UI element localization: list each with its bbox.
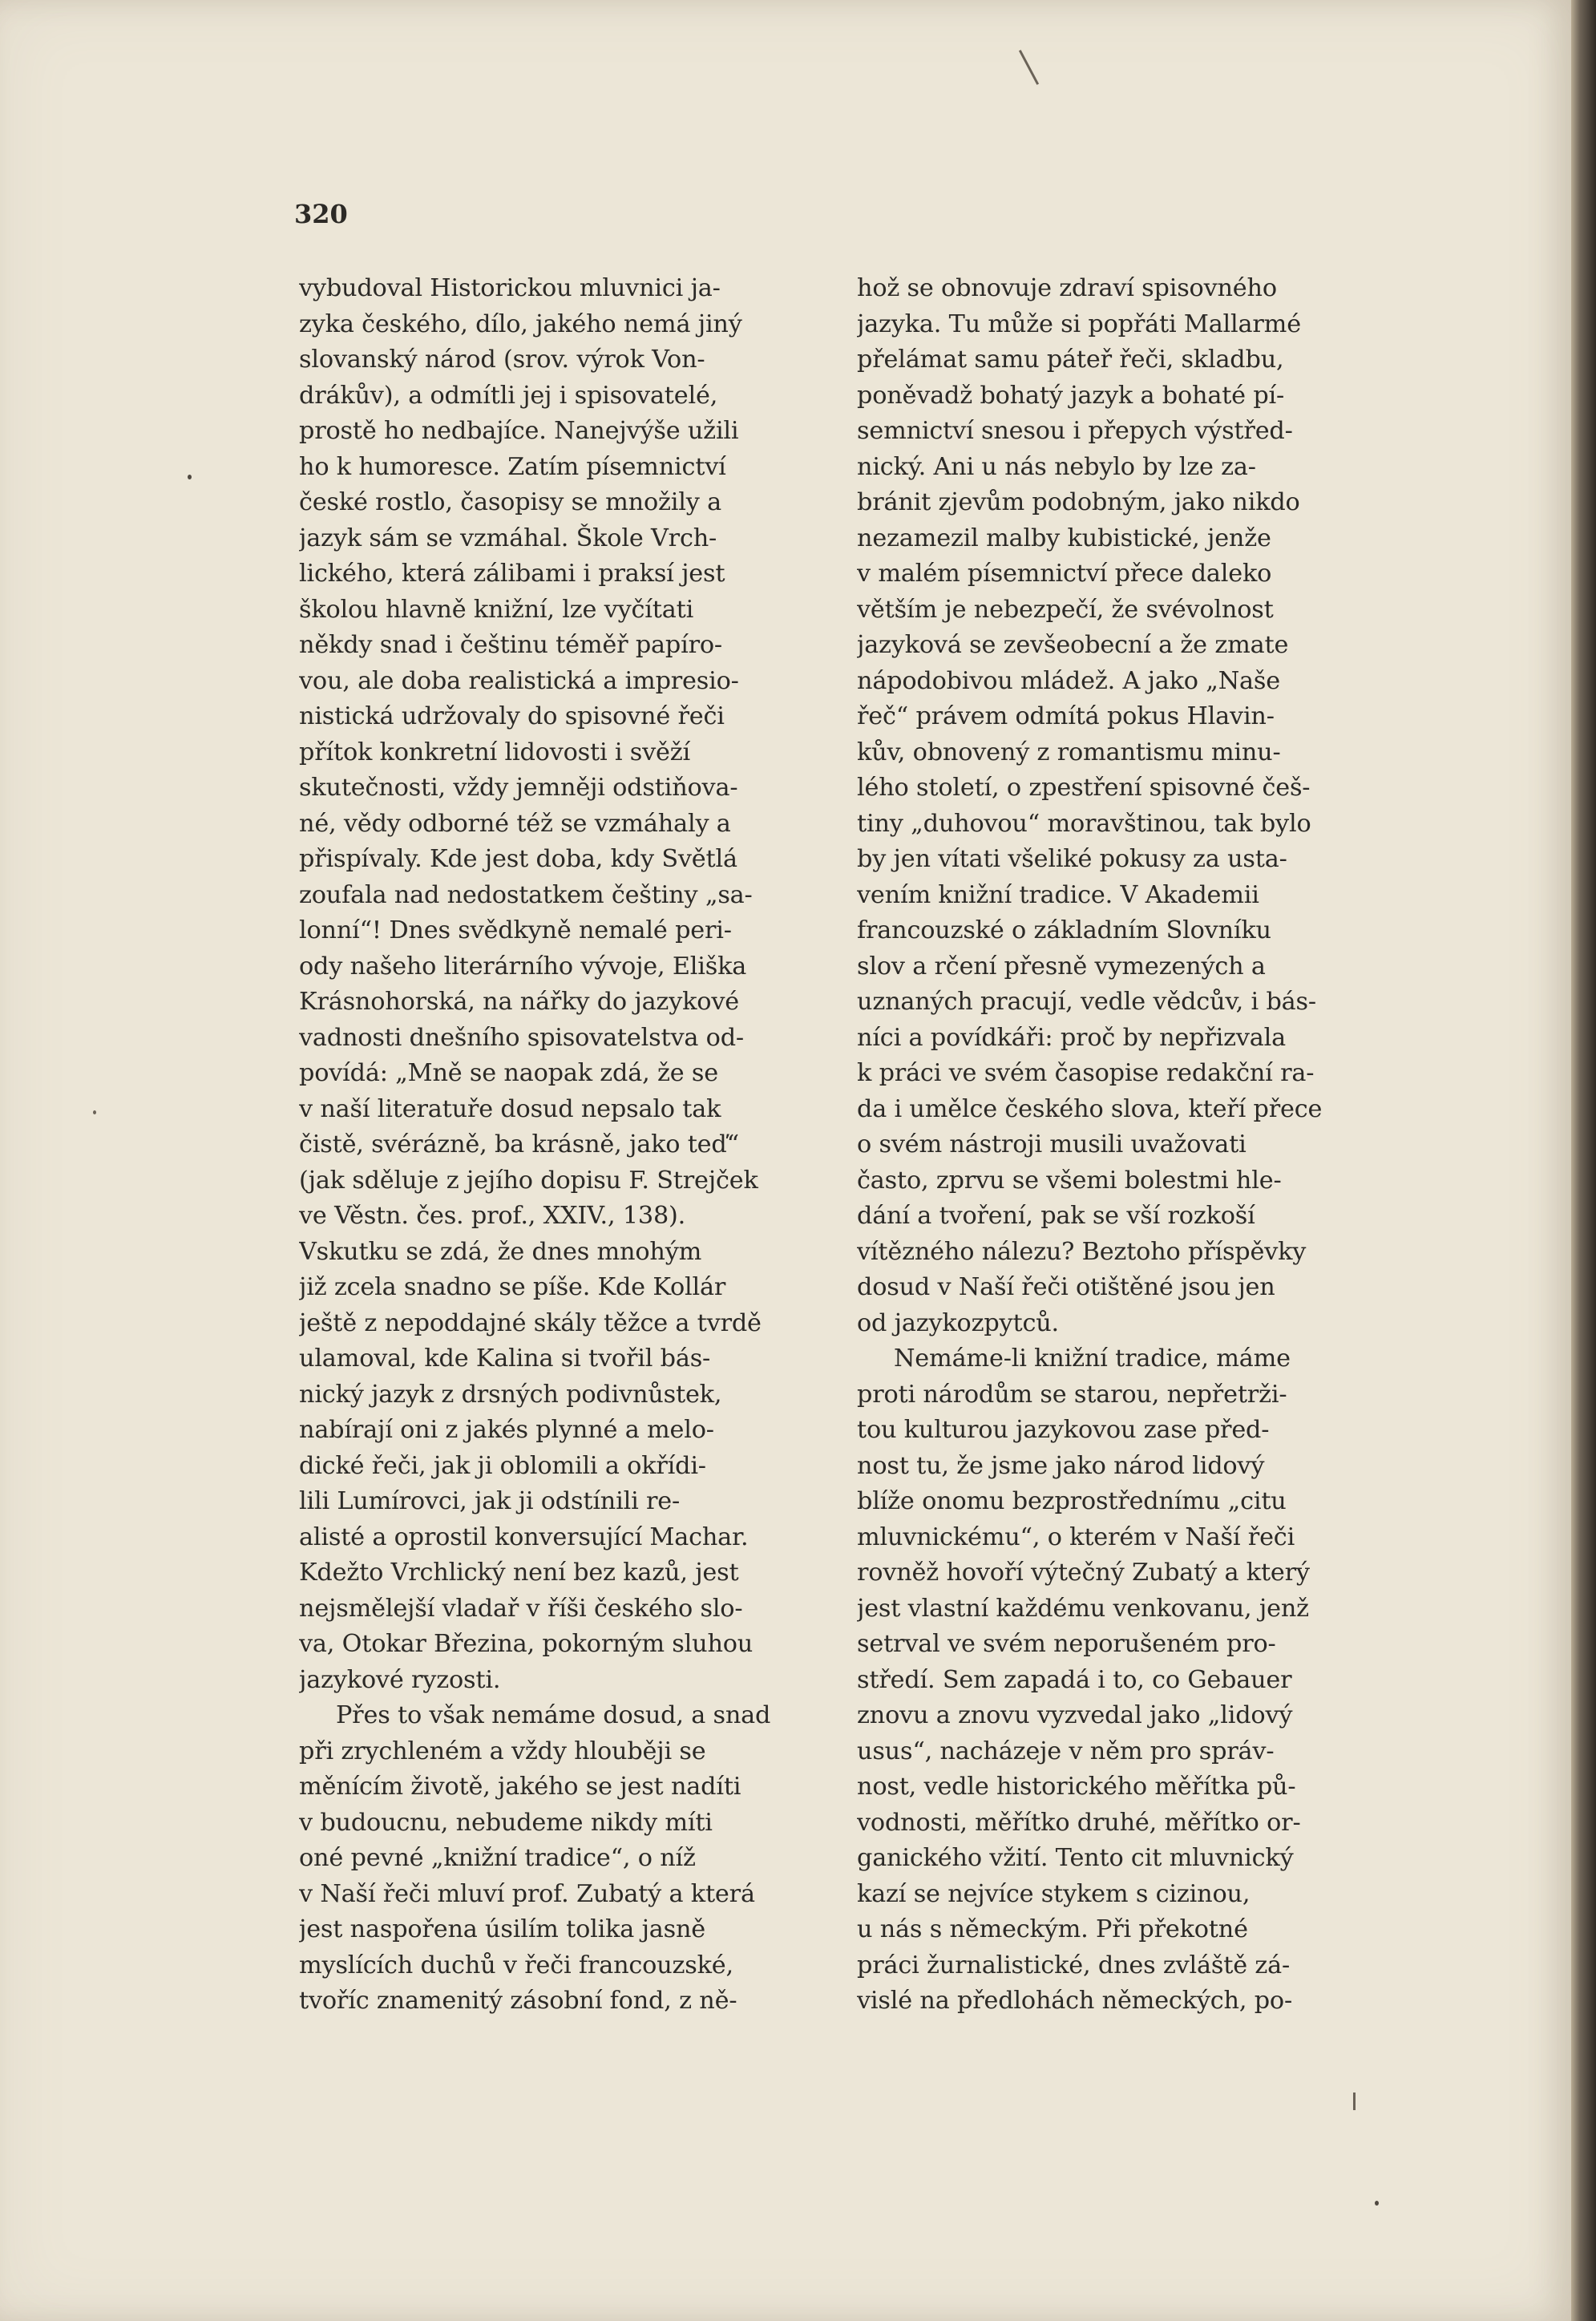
text-line: ganického vžití. Tento cit mluvnický [857,1844,1294,1872]
text-line: o svém nástroji musili uvažovati [857,1130,1246,1158]
text-line: mluvnickému“, o kterém v Naší řeči [857,1522,1295,1551]
ink-speck [93,1110,96,1114]
text-line: nický. Ani u nás nebylo by lze za- [857,452,1256,481]
text-line: Vskutku se zdá, že dnes mnohým [299,1237,702,1266]
text-line: nabírají oni z jakés plynné a melo- [299,1416,714,1444]
text-line: jest vlastní každému venkovanu, jenž [857,1594,1309,1623]
text-line: někdy snad i češtinu téměř papíro- [299,631,722,659]
pencil-mark [1353,2093,1356,2110]
text-line: přispívaly. Kde jest doba, kdy Světlá [299,845,737,873]
text-line: vou, ale doba realistická a impresio- [299,666,739,695]
text-line: ve Věstn. čes. prof., XXIV., 138). [299,1202,686,1230]
text-line: prostě ho nedbajíce. Nanejvýše užili [299,417,739,445]
text-line: řeč“ právem odmítá pokus Hlavin- [857,702,1275,730]
text-line: hož se obnovuje zdraví spisovného [857,274,1277,302]
text-line: by jen vítati všeliké pokusy za usta- [857,845,1287,873]
text-line: slovanský národ (srov. výrok Von- [299,346,705,374]
text-line: přelámat samu páteř řeči, skladbu, [857,346,1284,374]
text-line: dosud v Naší řeči otištěné jsou jen [857,1273,1275,1301]
paragraph-first-line: Přes to však nemáme dosud, a snad [336,1701,771,1729]
text-line: povídá: „Mně se naopak zdá, že se [299,1059,718,1087]
text-line: od jazykozpytců. [857,1308,1059,1337]
page-edge [1571,0,1596,2321]
text-line: Kdežto Vrchlický není bez kazů, jest [299,1559,739,1587]
text-line: přítok konkretní lidovosti i svěží [299,738,691,766]
text-line: v Naší řeči mluví prof. Zubatý a která [299,1879,755,1908]
text-line: větším je nebezpečí, že svévolnost [857,595,1274,624]
text-line: jazyková se zevšeobecní a že zmate [857,631,1289,659]
text-line: lili Lumírovci, jak ji odstínili re- [299,1487,681,1515]
text-line: poněvadž bohatý jazyk a bohaté pí- [857,381,1285,410]
text-line: v naší literatuře dosud nepsalo tak [299,1094,721,1123]
text-line: kův, obnovený z romantismu minu- [857,738,1281,766]
text-line: semnictví snesou i přepych výstřed- [857,417,1293,445]
text-line: jazykové ryzosti. [299,1665,501,1694]
text-line: v budoucnu, nebudeme nikdy míti [299,1808,713,1837]
text-line: jazyka. Tu může si popřáti Mallarmé [857,309,1301,338]
text-line: dání a tvoření, pak se vší rozkoší [857,1202,1255,1230]
ink-speck [1375,2201,1379,2206]
text-line: vybudoval Historickou mluvnici ja- [299,274,721,302]
text-line: vislé na předlohách německých, po- [857,1987,1292,2015]
text-line: níci a povídkáři: proč by nepřizvala [857,1023,1287,1052]
left-column [299,271,832,2020]
text-line: setrval ve svém neporušeném pro- [857,1630,1276,1658]
text-line: vodnosti, měřítko druhé, měřítko or- [857,1808,1301,1837]
page-number: 320 [294,199,348,229]
text-line: u nás s německým. Při překotné [857,1915,1248,1943]
text-line: slov a rčení přesně vymezených a [857,952,1266,981]
text-line: jest naspořena úsilím tolika jasně [299,1915,706,1943]
text-line: nezamezil malby kubistické, jenže [857,524,1271,552]
text-line: nistická udržovaly do spisovné řeči [299,702,725,730]
text-line: blíže onomu bezprostřednímu „citu [857,1487,1287,1515]
text-line: středí. Sem zapadá i to, co Gebauer [857,1665,1292,1694]
text-line: nický jazyk z drsných podivnůstek, [299,1380,722,1409]
text-line: né, vědy odborné též se vzmáhaly a [299,809,731,838]
text-line: Krásnohorská, na nářky do jazykové [299,988,739,1016]
ink-speck [188,475,192,479]
text-line: jazyk sám se vzmáhal. Škole Vrch- [299,524,717,552]
text-line: tiny „duhovou“ moravštinou, tak bylo [857,809,1311,838]
text-line: vadnosti dnešního spisovatelstva od- [299,1023,744,1052]
text-line: oné pevné „knižní tradice“, o níž [299,1844,696,1872]
text-line: myslících duchů v řeči francouzské, [299,1951,733,1979]
text-line: české rostlo, časopisy se množily a [299,488,721,516]
text-line: školou hlavně knižní, lze vyčítati [299,595,694,624]
text-line: va, Otokar Březina, pokorným sluhou [299,1630,754,1658]
text-line: ulamoval, kde Kalina si tvořil bás- [299,1344,711,1373]
text-line: drákův), a odmítli jej i spisovatelé, [299,381,718,410]
text-line: francouzské o základním Slovníku [857,916,1271,944]
text-line: nost tu, že jsme jako národ lidový [857,1451,1265,1480]
text-line: alisté a oprostil konversující Machar. [299,1522,749,1551]
text-line: bránit zjevům podobným, jako nikdo [857,488,1300,516]
text-line: vením knižní tradice. V Akademii [857,880,1259,909]
text-line: dické řeči, jak ji oblomili a okřídi- [299,1451,706,1480]
text-line: nejsmělejší vladař v říši českého slo- [299,1594,743,1623]
text-line: uznaných pracují, vedle vědcův, i bás- [857,988,1316,1016]
right-column [857,271,1387,2020]
text-line: zoufala nad nedostatkem češtiny „sa- [299,880,753,909]
text-line: skutečnosti, vždy jemněji odstiňova- [299,774,738,802]
text-line: k práci ve svém časopise redakční ra- [857,1059,1315,1087]
text-line: lonní“! Dnes svědkyně nemalé peri- [299,916,732,944]
text-line: tvoříc znamenitý zásobní fond, z ně- [299,1987,737,2015]
text-line: čistě, svérázně, ba krásně, jako teď“ [299,1130,739,1158]
text-line: lického, která zálibami i praksí jest [299,560,725,588]
text-line: již zcela snadno se píše. Kde Kollár [299,1273,726,1301]
paragraph-first-line: Nemáme-li knižní tradice, máme [894,1344,1291,1373]
text-line: rovněž hovoří výtečný Zubatý a který [857,1559,1310,1587]
text-line: ody našeho literárního vývoje, Eliška [299,952,747,981]
text-line: v malém písemnictví přece daleko [857,560,1272,588]
text-line: ještě z nepoddajné skály těžce a tvrdě [299,1308,762,1337]
text-line: (jak sděluje z jejího dopisu F. Strejček [299,1166,758,1195]
text-line: nápodobivou mládež. A jako „Naše [857,666,1280,695]
text-line: při zrychleném a vždy hlouběji se [299,1737,706,1765]
text-line: usus“, nacházeje v něm pro správ- [857,1737,1275,1765]
text-line: da i umělce českého slova, kteří přece [857,1094,1323,1123]
text-line: práci žurnalistické, dnes zvláště zá- [857,1951,1291,1979]
text-line: znovu a znovu vyzvedal jako „lidový [857,1701,1293,1729]
text-line: měnícím životě, jakého se jest nadíti [299,1773,741,1801]
text-line: kazí se nejvíce stykem s cizinou, [857,1879,1251,1908]
text-line: tou kulturou jazykovou zase před- [857,1416,1270,1444]
pencil-mark [1019,50,1039,85]
text-line: ho k humoresce. Zatím písemnictví [299,452,726,481]
text-line: vítězného nálezu? Beztoho příspěvky [857,1237,1307,1266]
text-line: zyka českého, dílo, jakého nemá jiný [299,309,742,338]
text-line: nost, vedle historického měřítka pů- [857,1773,1296,1801]
text-line: lého století, o zpestření spisovné češ- [857,774,1311,802]
text-line: proti národům se starou, nepřetrži- [857,1380,1287,1409]
text-line: často, zprvu se všemi bolestmi hle- [857,1166,1282,1195]
